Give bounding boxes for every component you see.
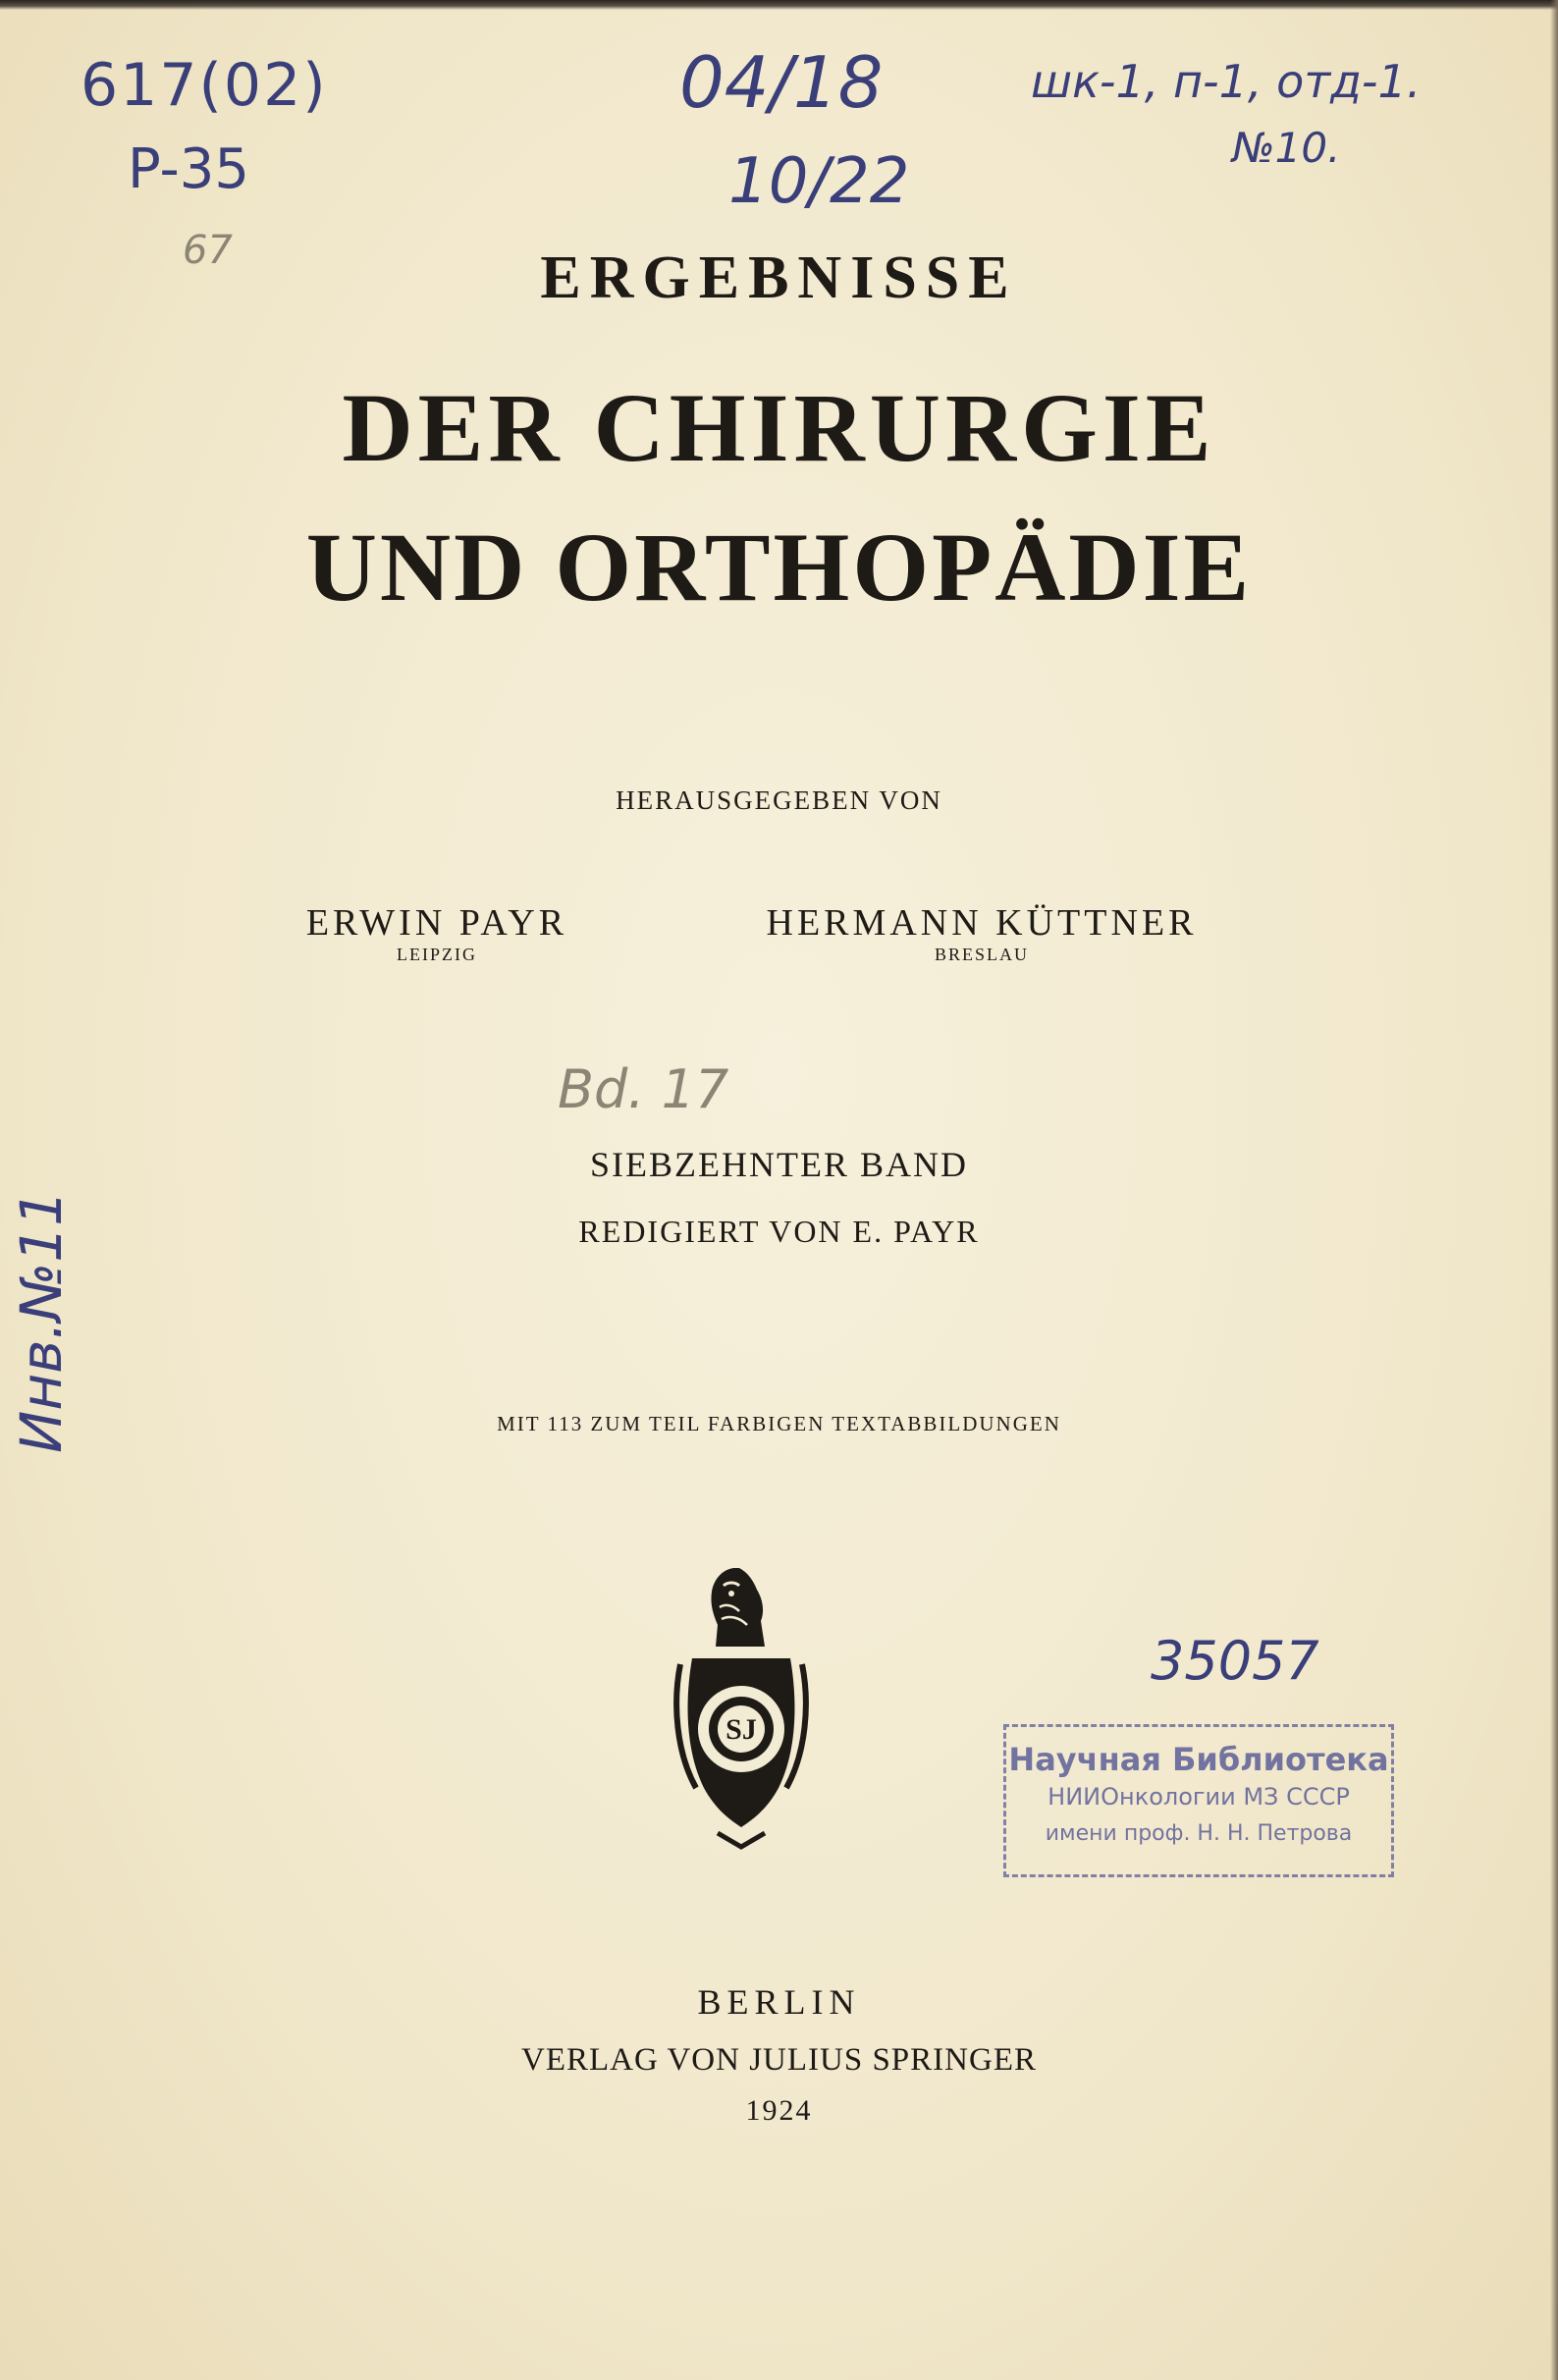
imprint-city: BERLIN bbox=[697, 1982, 861, 2022]
editor-2-city: BRESLAU bbox=[934, 945, 1029, 964]
handwritten-accession-2: 10/22 bbox=[728, 145, 910, 218]
pencil-mark: 67 bbox=[183, 228, 233, 273]
pencil-volume-mark: Bd. 17 bbox=[558, 1058, 729, 1120]
page-top-edge bbox=[0, 0, 1558, 10]
volume-editor: REDIGIERT VON E. PAYR bbox=[578, 1214, 980, 1249]
handwritten-inventory-number: 35057 bbox=[1151, 1630, 1319, 1692]
handwritten-call-number-line2: P-35 bbox=[128, 137, 250, 201]
stamp-line3: имени проф. Н. Н. Петрова bbox=[1045, 1821, 1353, 1846]
editor-1-city: LEIPZIG bbox=[397, 945, 477, 964]
imprint-publisher: VERLAG VON JULIUS SPRINGER bbox=[520, 2042, 1037, 2078]
series-title-line2: DER CHIRURGIE bbox=[342, 373, 1216, 482]
stamp-line2: НИИОнкологии МЗ СССР bbox=[1048, 1783, 1350, 1811]
series-title-line3: UND ORTHOPÄDIE bbox=[305, 513, 1253, 622]
editor-1 bbox=[245, 901, 628, 965]
stamp-line1: Научная Библиотека bbox=[1008, 1741, 1389, 1778]
editor-2-name: HERMANN KÜTTNER bbox=[766, 902, 1198, 944]
series-title-line1: ERGEBNISSE bbox=[540, 244, 1018, 311]
editors-label: HERAUSGEGEBEN VON bbox=[616, 785, 942, 815]
volume-number: SIEBZEHNTER BAND bbox=[590, 1145, 968, 1184]
emblem-initials: SJ bbox=[725, 1713, 757, 1746]
editor-1-name: ERWIN PAYR bbox=[305, 902, 568, 944]
handwritten-call-number: 617(02) bbox=[81, 51, 328, 120]
page-right-edge bbox=[1550, 0, 1558, 2380]
handwritten-inventory-side: Инв.№11 bbox=[8, 1189, 75, 1453]
editor-2 bbox=[726, 901, 1237, 965]
figures-note: MIT 113 ZUM TEIL FARBIGEN TEXTABBILDUNGEN bbox=[497, 1412, 1061, 1435]
imprint-year: 1924 bbox=[745, 2094, 813, 2127]
springer-horse-emblem-icon bbox=[663, 1556, 820, 1851]
handwritten-accession-1: 04/18 bbox=[679, 41, 884, 124]
library-stamp bbox=[1003, 1724, 1394, 1877]
handwritten-shelf-mark: шк-1, п-1, отд-1. bbox=[1031, 55, 1422, 108]
handwritten-number-mark: №10. bbox=[1232, 124, 1341, 172]
